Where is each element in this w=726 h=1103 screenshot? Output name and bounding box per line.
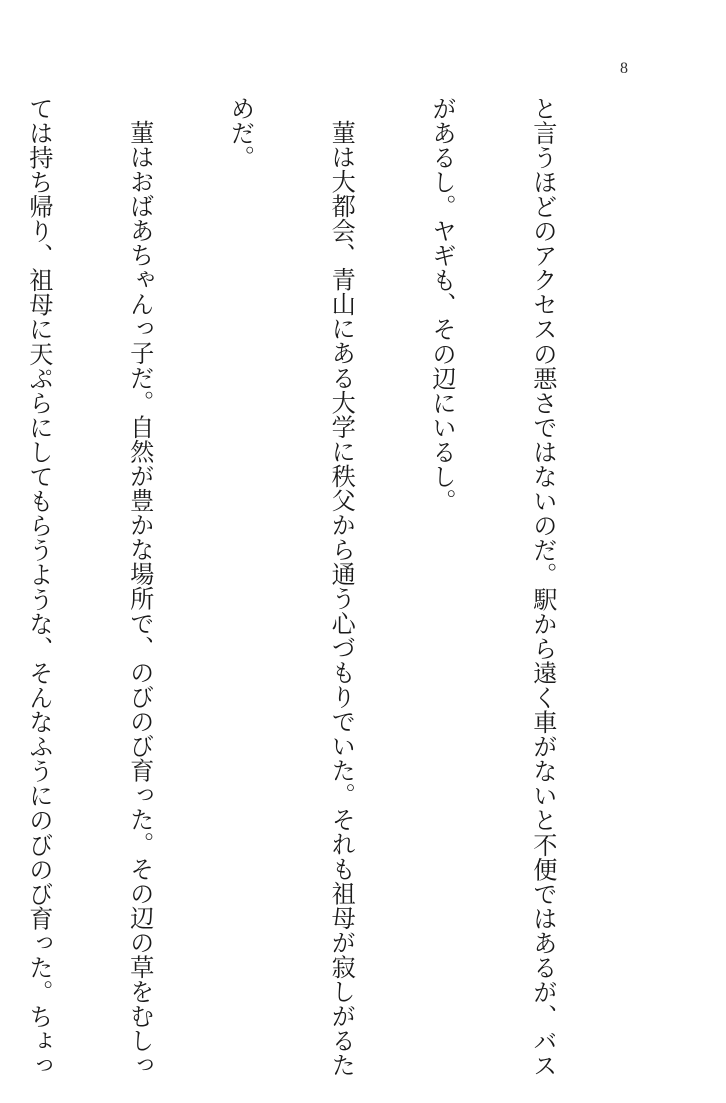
text-line: ては持ち帰り、祖母に天ぷらにしてもらうような、そんなふうにのびのび育った。ちょっ: [24, 96, 53, 1078]
text-line: 菫はおばあちゃんっ子だ。自然が豊かな場所で、のびのび育った。その辺の草をむしっ: [125, 120, 154, 1078]
text-line: と言うほどのアクセスの悪さではないのだ。駅から遠く車がないと不便ではあるが、バス: [528, 96, 557, 1078]
text-line: があるし。ヤギも、その辺にいるし。: [428, 96, 457, 514]
page-number: 8: [620, 60, 628, 77]
vertical-text-body: [0, 96, 626, 1078]
text-line: めだ。: [226, 96, 255, 170]
text-line: 菫は大都会、青山にある大学に秩父から通う心づもりでいた。それも祖母が寂しがるた: [327, 120, 356, 1078]
